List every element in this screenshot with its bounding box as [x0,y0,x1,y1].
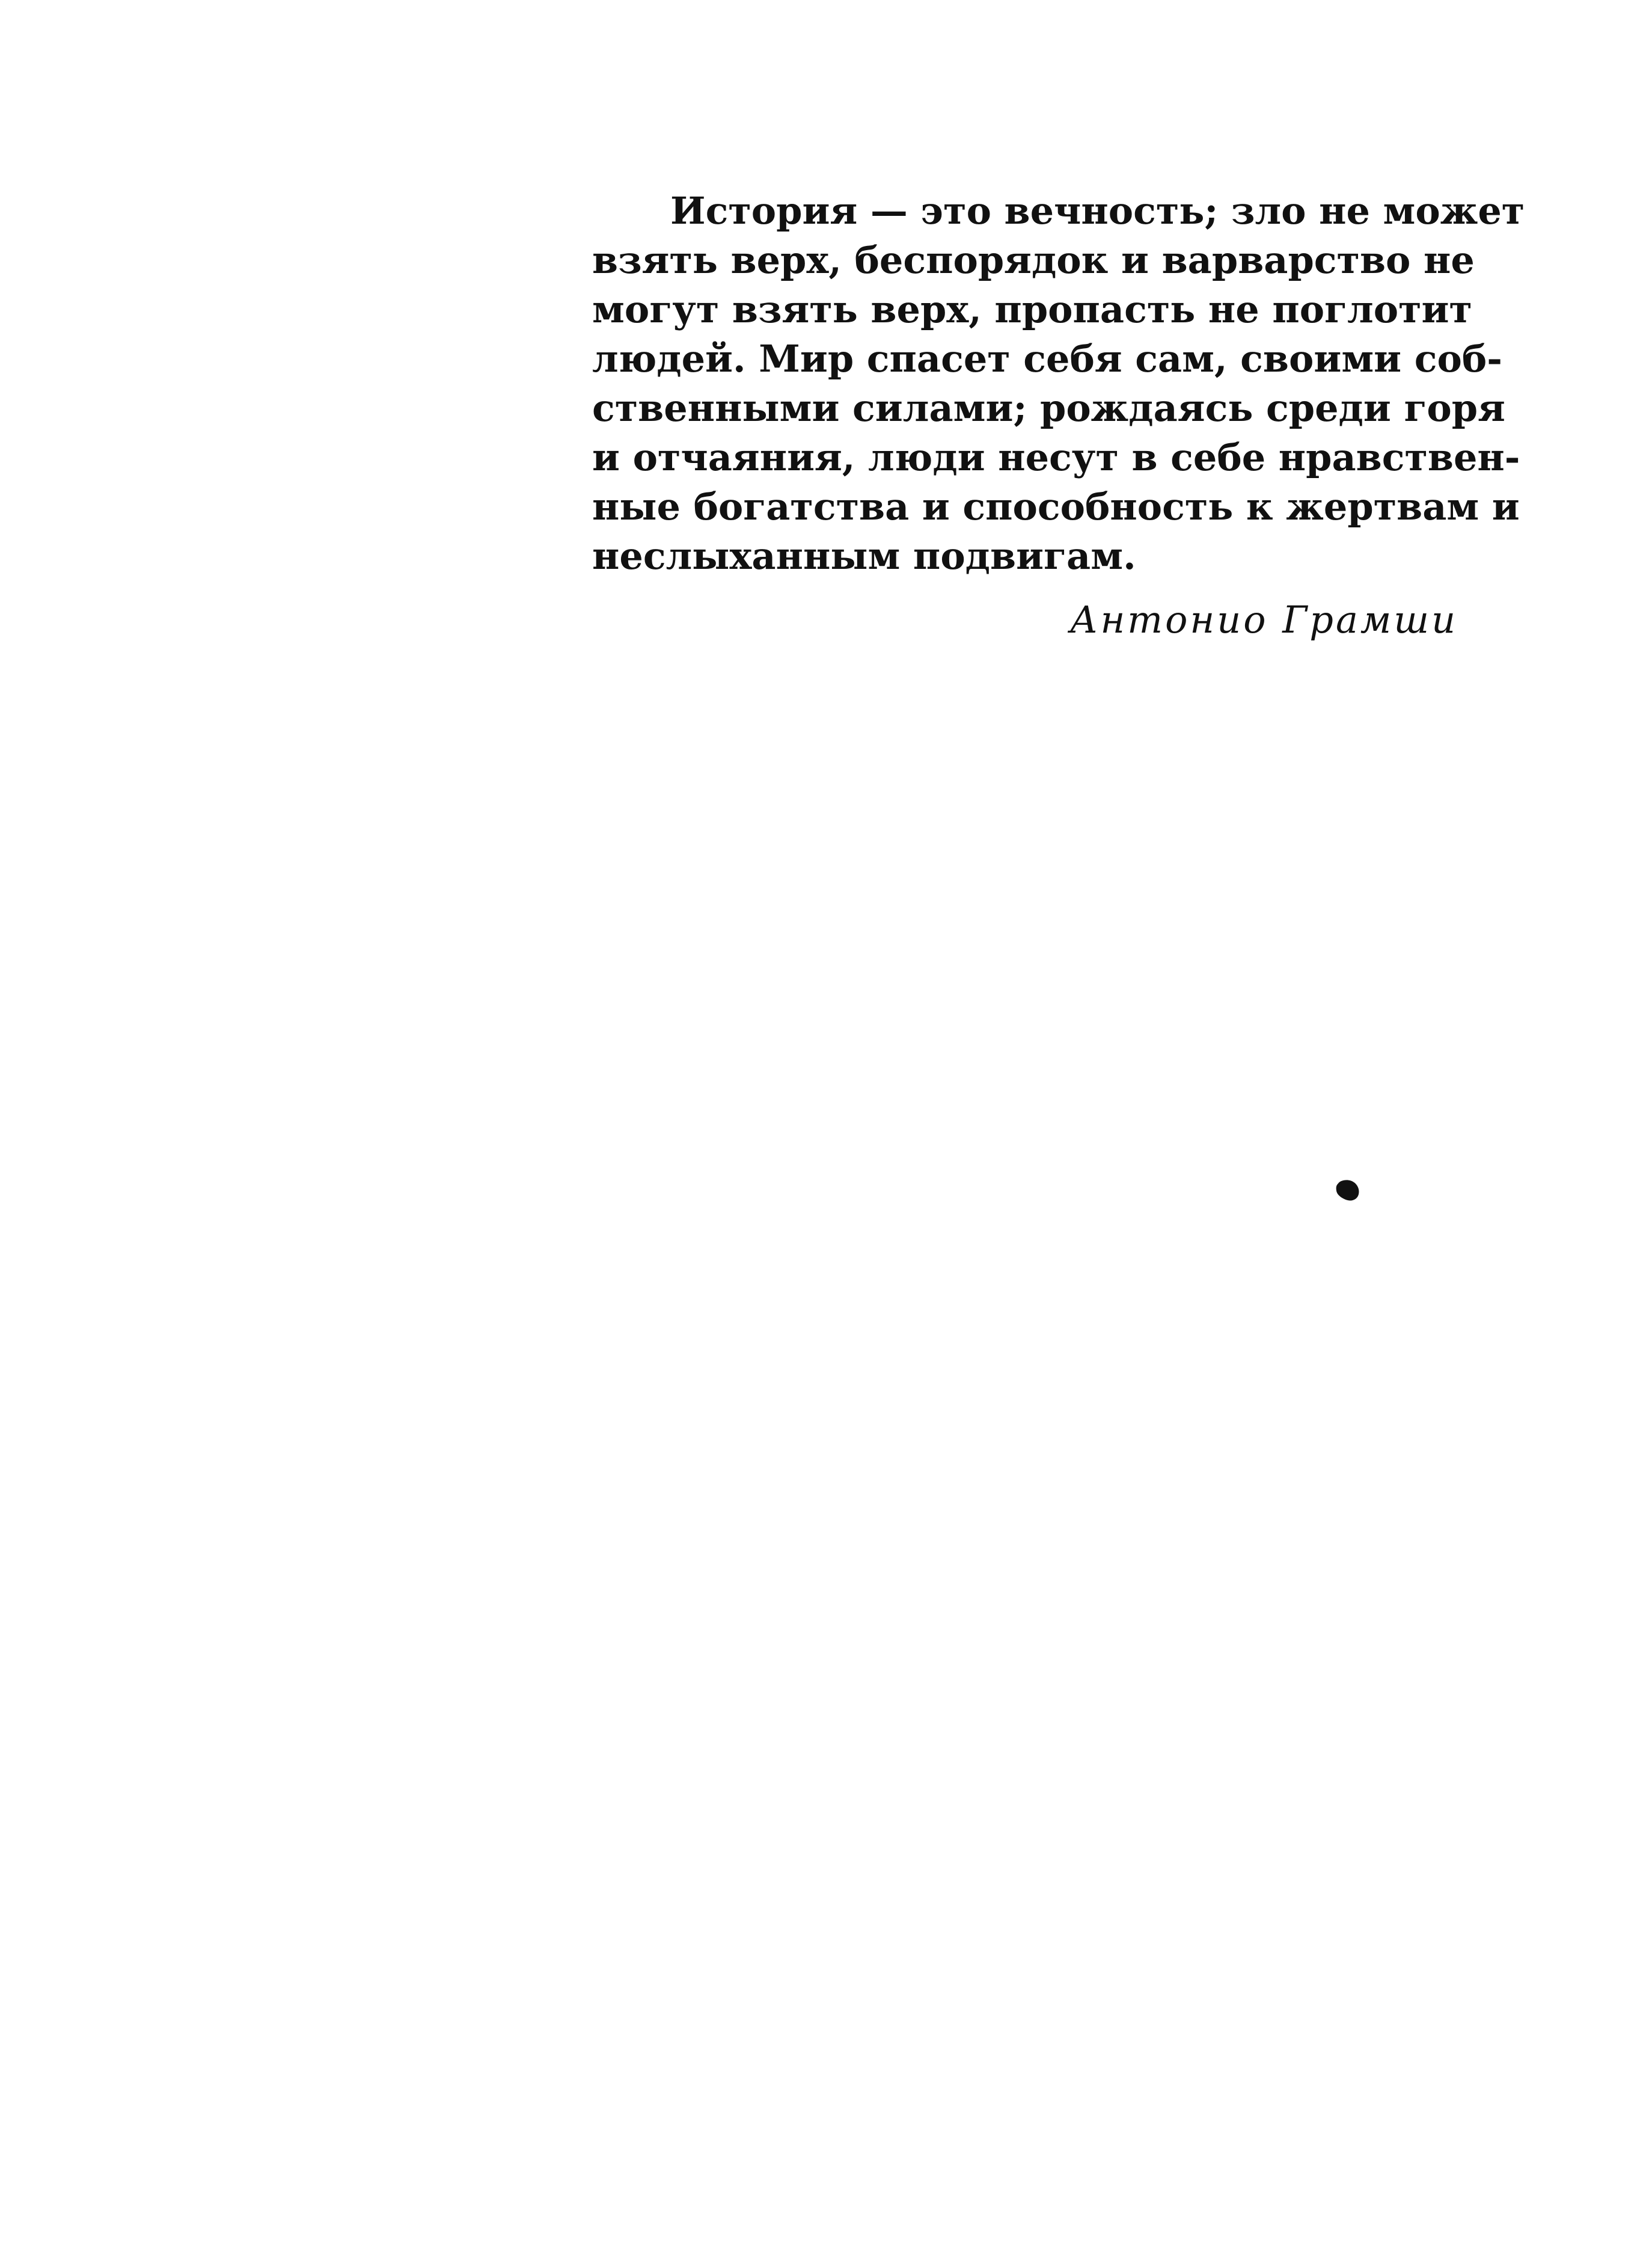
epigraph-line: могут взять верх, пропасть не поглотит [592,287,1472,331]
epigraph-line: людей. Мир спасет себя сам, своими соб- [592,337,1502,381]
ink-blot-icon [1335,1179,1361,1203]
epigraph-line: взять верх, беспорядок и варварство не [592,238,1475,282]
epigraph-line: и отчаяния, люди несут в себе нравствен- [592,435,1520,479]
epigraph-line: ственными силами; рождаясь среди горя [592,386,1505,430]
epigraph-line: История — это вечность; зло не может [670,189,1525,233]
epigraph-quote [592,186,1525,581]
epigraph-line: ные богатства и способность к жертвам и [592,485,1520,529]
epigraph-line: неслыханным подвигам. [592,534,1136,578]
epigraph-author: Антонио Грамши [1069,598,1458,642]
